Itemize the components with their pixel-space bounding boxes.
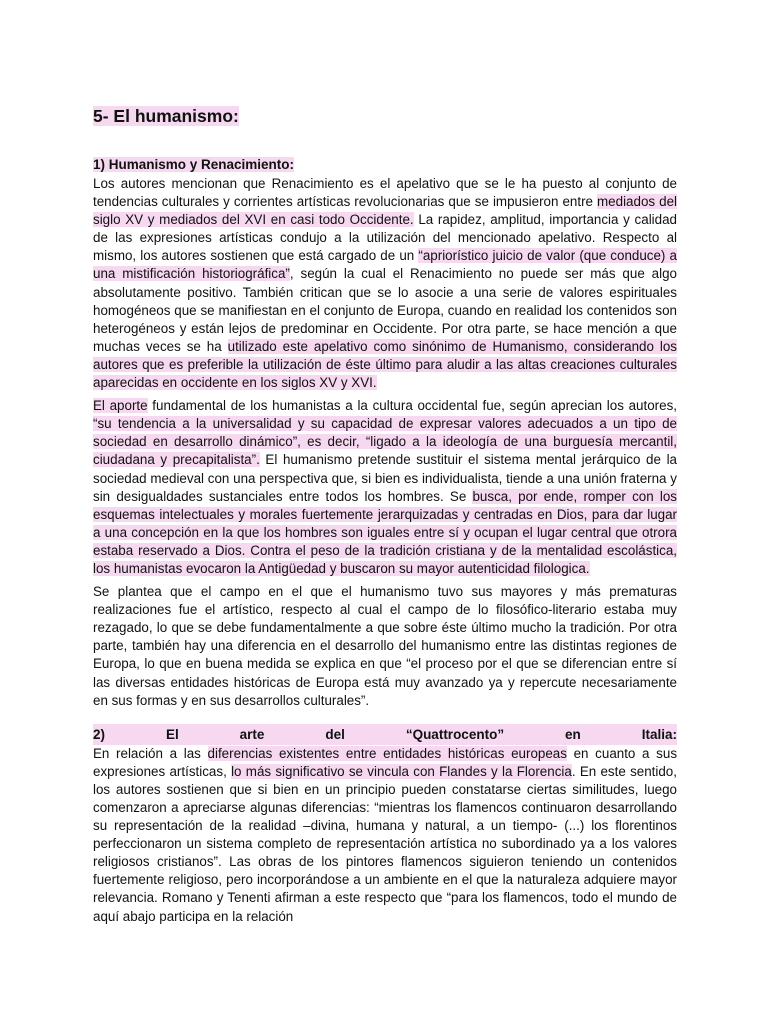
highlight: “su tendencia a la universalidad y su capacidad de expresar valores adecuados a un tipo de sociedad en desarrollo dinámico”, es decir, “ligado a la ideología de una burguesía mercantil, ciudadana y precapitalista”. bbox=[93, 416, 677, 468]
section-2-paragraph-1: En relación a las diferencias existentes entre entidades históricas europeas en cuanto a sus expresiones artísticas, lo más significativo se vincula con Flandes y la Florencia. En este sentido, los autores sostienen que si bien en un principio pueden constatarse ciertas similitudes, luego comenzaron a apreciarse algunas diferencias: “mientras los flamencos continuaron desarrollando su representación de la realidad –divina, humana y natural, a un tiempo- (...) los florentinos perfeccionaron un sistema completo de representación artística no subordinado ya a los valores religiosos cristianos”. Las obras de los pintores flamencos siguieron teniendo un contenidos fuertemente religioso, pero incorporándose a un ambiente en el que la naturaleza adquiere mayor relevancia. Romano y Tenenti afirman a este respecto que “para los flamencos, todo el mundo de aquí abajo participa en la relación bbox=[93, 745, 678, 924]
section-1-paragraph-1: Los autores mencionan que Renacimiento es el apelativo que se le ha puesto al conjunto de tendencias culturales y corrientes artísticas revolucionarias que se impusieron entre mediados del siglo XV y mediados del XVI en casi todo Occidente. La rapidez, amplitud, importancia y calidad de las expresiones artísticas condujo a la utilización del mencionado apelativo. Respecto al mismo, los autores sostienen que está cargado de un “apriorístico juicio de valor (que conduce) a una mistificación historiográfica”, según la cual el Renacimiento no puede ser más que algo absolutamente positivo. También critican que se lo asocie a una serie de valores espirituales homogéneos que se manifiestan en el conjunto de Europa, cuando en realidad los contenidos son heterogéneos y están lejos de predominar en Occidente. Por otra parte, se hace mención a que muchas veces se ha utilizado este apelativo como sinónimo de Humanismo, considerando los autores que es preferible la utilización de éste último para aludir a las altas creaciones culturales aparecidas en occidente en los siglos XV y XVI. bbox=[93, 176, 677, 391]
highlight: El aporte bbox=[93, 398, 148, 414]
section-1-title: 1) Humanismo y Renacimiento: bbox=[93, 157, 295, 172]
highlight: lo más significativo se vincula con Flandes y la Florencia bbox=[231, 763, 572, 779]
highlight: diferencias existentes entre entidades históricas europeas bbox=[207, 745, 567, 761]
document-heading bbox=[93, 104, 677, 128]
highlight: utilizado este apelativo como sinónimo de Humanismo, considerando los autores que es preferible la utilización de éste último para aludir a las altas creaciones culturales aparecidas en occidente en los siglos XV y XVI. bbox=[93, 338, 677, 391]
section-2-title: 2) El arte del “Quattrocento” en Italia: bbox=[93, 724, 677, 745]
highlight: “apriorístico juicio de valor (que conduce) a una mistificación historiográfica” bbox=[93, 248, 677, 282]
section-1-paragraph-2: El aporte fundamental de los humanistas a la cultura occidental fue, según aprecian los autores, “su tendencia a la universalidad y su capacidad de expresar valores adecuados a un tipo de sociedad en desarrollo dinámico”, es decir, “ligado a la ideología de una burguesía mercantil, ciudadana y precapitalista”. El humanismo pretende sustituir el sistema mental jerárquico de la sociedad medieval con una perspectiva que, si bien es individualista, tiende a una unión fraterna y sin desigualdades sustanciales entre todos los hombres. Se busca, por ende, romper con los esquemas intelectuales y morales fuertemente jerarquizadas y centradas en Dios, para dar lugar a una concepción en la que los hombres son iguales entre sí y ocupan el lugar central que otrora estaba reservado a Dios. Contra el peso de la tradición cristiana y de la mentalidad escolástica, los humanistas evocaron la Antigüedad y buscaron su mayor autenticidad filologica. bbox=[93, 398, 677, 576]
highlight: mediados del siglo XV y mediados del XVI en casi todo Occidente. bbox=[93, 194, 677, 228]
heading-text: 5- El humanismo: bbox=[93, 106, 239, 126]
document-content bbox=[93, 104, 677, 926]
highlight: busca, por ende, romper con los esquemas intelectuales y morales fuertemente jerarquizadas y centradas en Dios, para dar lugar a una concepción en la que los hombres son iguales entre sí y ocupan el lugar central que otrora estaba reservado a Dios. Contra el peso de la tradición cristiana y de la mentalidad escolástica, los humanistas evocaron la Antigüedad y buscaron su mayor autenticidad filologica. bbox=[93, 488, 677, 576]
section-1-paragraph-3: Se plantea que el campo en el que el humanismo tuvo sus mayores y más prematuras realizaciones fue el artístico, respecto al cual el campo de lo filosófico-literario estaba muy rezagado, lo que se debe fundamentalmente a que sobre éste último mucho la tradición. Por otra parte, también hay una diferencia en el desarrollo del humanismo entre las distintas regiones de Europa, lo que en buena medida se explica en que “el proceso por el que se diferencian entre sí las diversas entidades históricas de Europa está muy avanzado ya y repercute necesariamente en sus formas y en sus desarrollos culturales”. bbox=[93, 584, 677, 708]
